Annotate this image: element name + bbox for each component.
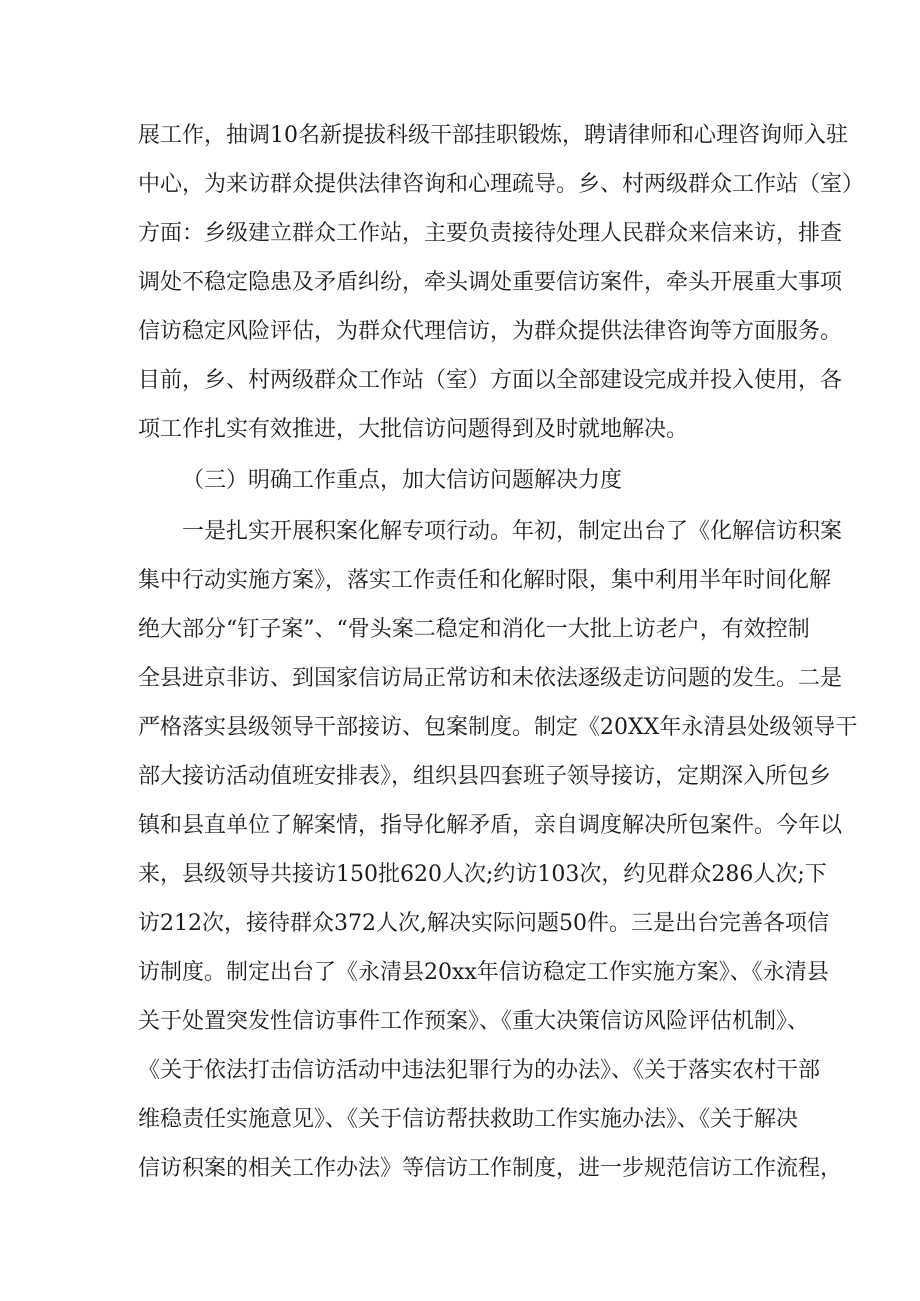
text-line: 项工作扎实有效推进，大批信访问题得到及时就地解决。 (138, 417, 689, 442)
text-line: 集中行动实施方案》，落实工作责任和化解时限，集中利用半年时间化解 (138, 568, 832, 593)
text-line: 访制度。制定出台了《永清县20xx年信访稳定工作实施方案》、《永清县 (138, 960, 829, 985)
text-line: 维稳责任实施意见》、《关于信访帮扶救助工作实施办法》、《关于解决 (138, 1107, 799, 1132)
text-line: 关于处置突发性信访事件工作预案》、《重大决策信访风险评估机制》、 (138, 1009, 810, 1034)
text-line: 目前，乡、村两级群众工作站（室）方面以全部建设完成并投入使用，各 (138, 368, 843, 393)
text-line: 来，县级领导共接访150批620人次;约访103次，约见群众286人次;下 (138, 862, 827, 887)
text-line: 方面：乡级建立群众工作站，主要负责接待处理人民群众来信来访，排查 (138, 221, 843, 246)
section-heading: （三）明确工作重点，加大信访问题解决力度 (182, 468, 623, 493)
text-line: 访212次，接待群众372人次,解决实际问题50件。三是出台完善各项信 (138, 911, 829, 936)
text-line: 信访稳定风险评估，为群众代理信访，为群众提供法律咨询等方面服务。 (138, 319, 843, 344)
text-line: 调处不稳定隐患及矛盾纠纷，牵头调处重要信访案件，牵头开展重大事项 (138, 270, 843, 295)
text-line: 《关于依法打击信访活动中违法犯罪行为的办法》、《关于落实农村干部 (138, 1058, 821, 1083)
text-line: 部大接访活动值班安排表》，组织县四套班子领导接访，定期深入所包乡 (138, 764, 832, 789)
paragraph-first-line: 一是扎实开展积案化解专项行动。年初，制定出台了《化解信访积案 (182, 519, 843, 544)
text-line: 中心，为来访群众提供法律咨询和心理疏导。乡、村两级群众工作站（室） (138, 172, 865, 197)
text-line: 镇和县直单位了解案情，指导化解矛盾，亲自调度解决所包案件。今年以 (138, 813, 843, 838)
text-line: 展工作，抽调10名新提拔科级干部挂职锻炼，聘请律师和心理咨询师入驻 (138, 123, 848, 148)
text-line: 全县进京非访、到国家信访局正常访和未依法逐级走访问题的发生。二是 (138, 666, 843, 691)
text-line: 信访积案的相关工作办法》等信访工作制度，进一步规范信访工作流程， (138, 1156, 843, 1181)
text-line: 绝大部分“钉子案”、“骨头案二稳定和消化一大批上访老户，有效控制 (138, 617, 810, 642)
text-line: 严格落实县级领导干部接访、包案制度。制定《20XX年永清县处级领导干 (138, 715, 858, 740)
